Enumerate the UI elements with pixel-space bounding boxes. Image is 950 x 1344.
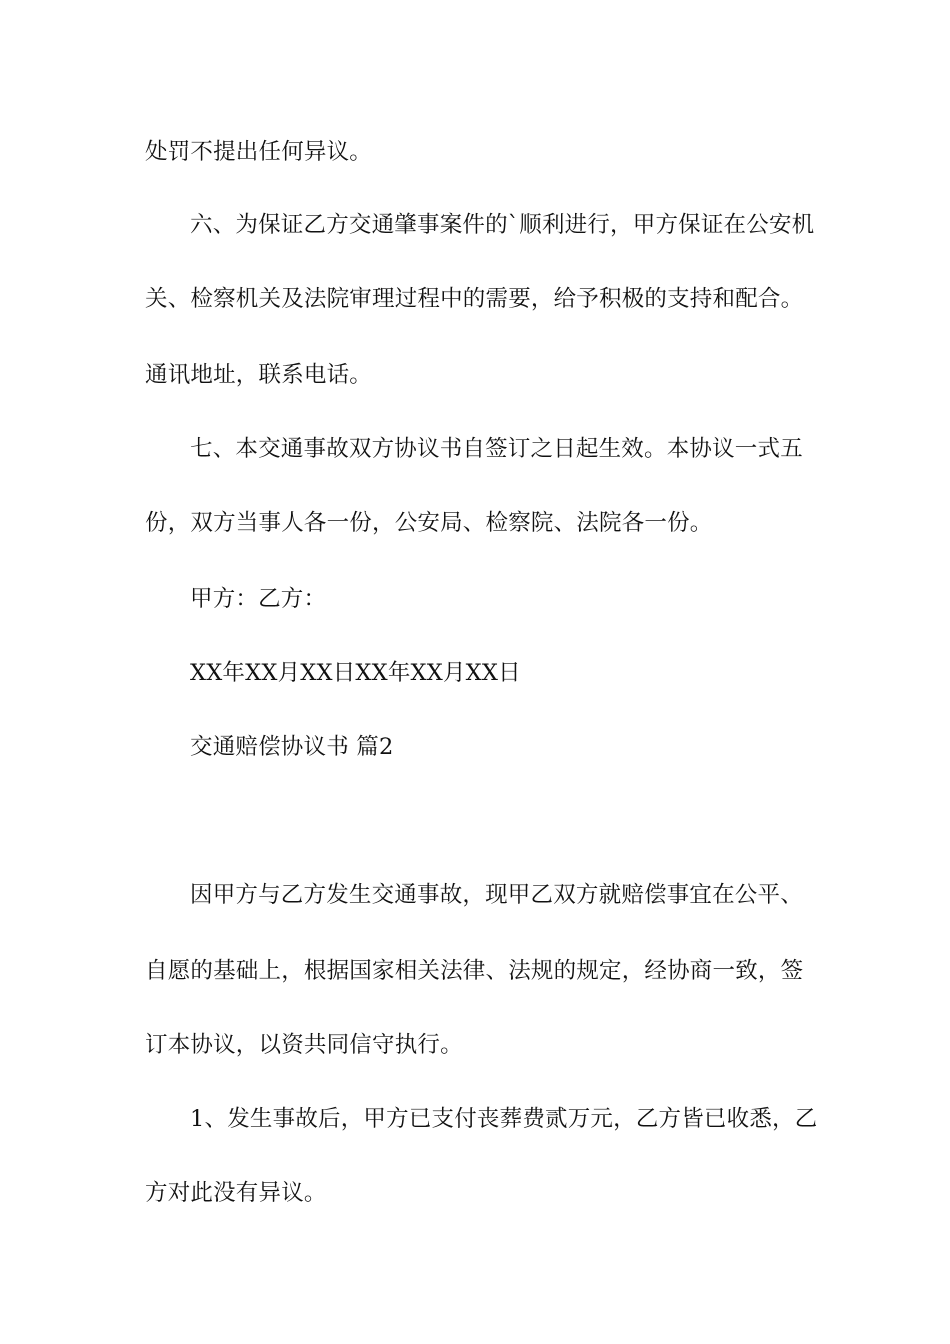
- section-heading: 交通赔偿协议书 篇2: [190, 734, 394, 760]
- preamble-line-1: 因甲方与乙方发生交通事故，现甲乙双方就赔偿事宜在公平、: [190, 882, 803, 908]
- clause-one-line-1: 1、发生事故后，甲方已支付丧葬费贰万元，乙方皆已收悉，乙: [190, 1106, 818, 1132]
- clause-seven-line-2: 份，双方当事人各一份，公安局、检察院、法院各一份。: [145, 510, 713, 536]
- clause-one-line-2: 方对此没有异议。: [145, 1180, 327, 1206]
- preamble-line-2: 自愿的基础上，根据国家相关法律、法规的规定，经协商一致，签: [145, 958, 804, 984]
- clause-seven-line-1: 七、本交通事故双方协议书自签订之日起生效。本协议一式五: [190, 436, 803, 462]
- clause-six-line-2: 关、检察机关及法院审理过程中的需要，给予积极的支持和配合。: [145, 286, 804, 312]
- signature-parties: 甲方：乙方：: [190, 586, 327, 612]
- paragraph-line: 处罚不提出任何异议。: [145, 139, 373, 165]
- preamble-line-3: 订本协议，以资共同信守执行。: [145, 1032, 463, 1058]
- clause-six-line-1: 六、为保证乙方交通肇事案件的`顺利进行，甲方保证在公安机: [190, 212, 815, 238]
- signature-dates: XX年XX月XX日XX年XX月XX日: [190, 660, 521, 686]
- contact-line: 通讯地址，联系电话。: [145, 362, 373, 388]
